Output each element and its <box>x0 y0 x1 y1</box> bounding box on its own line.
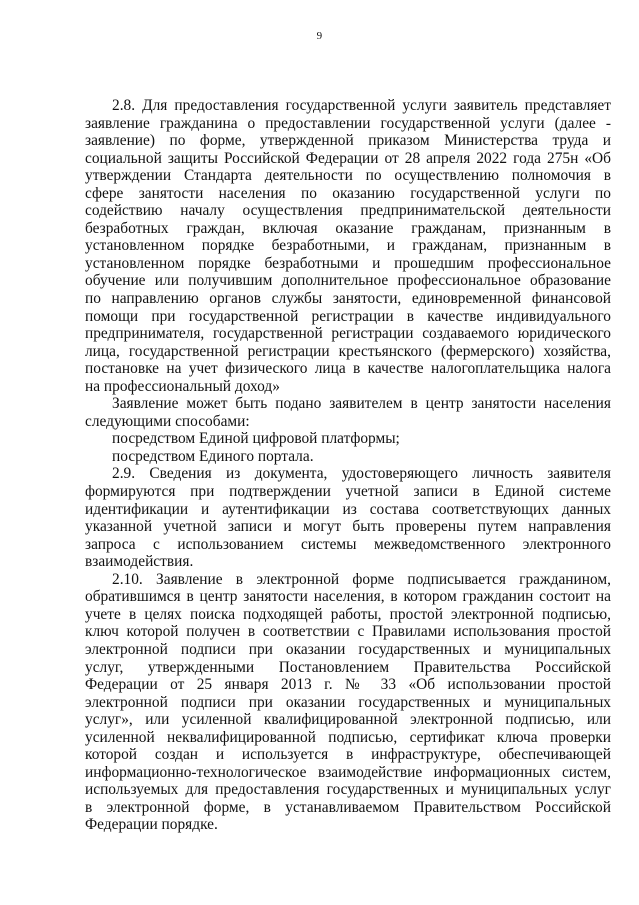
paragraph-2-8 <box>85 97 611 395</box>
list-item-digital-platform: посредством Единой цифровой платформы; <box>112 430 400 448</box>
text-line: на профессиональный доход» <box>85 377 280 395</box>
text-line: ключ которой получен в соответствии с Правилами использования простой <box>85 623 611 641</box>
text-line: запроса с использованием системы межведомственного электронного <box>85 535 611 553</box>
text-line: сфере занятости населения по оказанию государственной услуги по <box>85 184 611 202</box>
text-line: Федерации от 25 января 2013 г. № 33 «Об использовании простой <box>85 676 611 694</box>
text-line: взаимодействия. <box>85 553 194 571</box>
text-line: Заявление может быть подано заявителем в центр занятости населения <box>112 395 611 413</box>
document-body <box>85 97 611 834</box>
text-line: Федерации порядке. <box>85 816 218 834</box>
paragraph-application-ways <box>85 395 611 430</box>
text-line: электронной подписи при оказании государственных и муниципальных <box>85 693 611 711</box>
text-line: помощи при государственной регистрации в качестве индивидуального <box>85 307 611 325</box>
paragraph-2-10 <box>85 571 611 834</box>
text-line: электронной подписи при оказании государственных и муниципальных <box>85 640 611 658</box>
text-line: которой создан и используется в инфраструктуре, обеспечивающей <box>85 746 611 764</box>
text-line: услуг», или усиленной квалифицированной электронной подписью, или <box>85 711 611 729</box>
list-item-unified-portal: посредством Единого портала. <box>112 447 314 465</box>
text-line: 2.8. Для предоставления государственной услуги заявитель представляет <box>112 97 611 114</box>
text-line: учете в целях поиска подходящей работы, простой электронной подписью, <box>85 605 611 623</box>
text-line: обучение или получившим дополнительное профессиональное образование <box>85 272 611 290</box>
text-line: указанной учетной записи и могут быть проверены путем направления <box>85 518 611 536</box>
page-number: 9 <box>316 30 323 42</box>
text-line: следующими способами: <box>85 412 250 430</box>
text-line: 2.9. Сведения из документа, удостоверяющего личность заявителя <box>112 465 611 483</box>
text-line: содействию началу осуществления предпринимательской деятельности <box>85 202 611 220</box>
text-line: по направлению органов службы занятости, единовременной финансовой <box>85 290 611 308</box>
text-line: в электронной форме, в устанавливаемом Правительством Российской <box>85 798 611 816</box>
text-line: социальной защиты Российской Федерации от 28 апреля 2022 года 275н «Об <box>85 149 611 167</box>
paragraph-2-9 <box>85 465 611 570</box>
text-line: информационно-технологическое взаимодействие информационных систем, <box>85 763 611 781</box>
text-line: лица, государственной регистрации крестьянского (фермерского) хозяйства, <box>85 342 611 360</box>
text-line: обратившимся в центр занятости населения, в котором гражданин состоит на <box>85 588 611 606</box>
text-line: услуг, утвержденными Постановлением Правительства Российской <box>85 658 611 676</box>
text-line: безработных граждан, включая оказание гражданам, признанным в <box>85 219 611 237</box>
text-line: усиленной неквалифицированной подписью, сертификат ключа проверки <box>85 728 611 746</box>
text-line: установленном порядке безработными и прошедшим профессиональное <box>85 254 611 272</box>
text-line: идентификации и аутентификации из состава соответствующих данных <box>85 500 611 518</box>
text-line: установленном порядке безработными, и гражданам, признанным в <box>85 237 611 255</box>
text-line: утверждении Стандарта деятельности по осуществлению полномочия в <box>85 167 611 185</box>
text-line: заявление гражданина о предоставлении государственной услуги (далее - <box>85 114 611 132</box>
text-line: формируются при подтверждении учетной записи в Единой системе <box>85 483 611 501</box>
text-line: используемых для предоставления государственных и муниципальных услуг <box>85 781 611 799</box>
text-line: заявление) по форме, утвержденной приказом Министерства труда и <box>85 132 611 150</box>
text-line: 2.10. Заявление в электронной форме подписывается гражданином, <box>112 570 611 588</box>
text-line: постановке на учет физического лица в качестве налогоплательщика налога <box>85 360 611 378</box>
text-line: предпринимателя, государственной регистрации создаваемого юридического <box>85 325 611 343</box>
